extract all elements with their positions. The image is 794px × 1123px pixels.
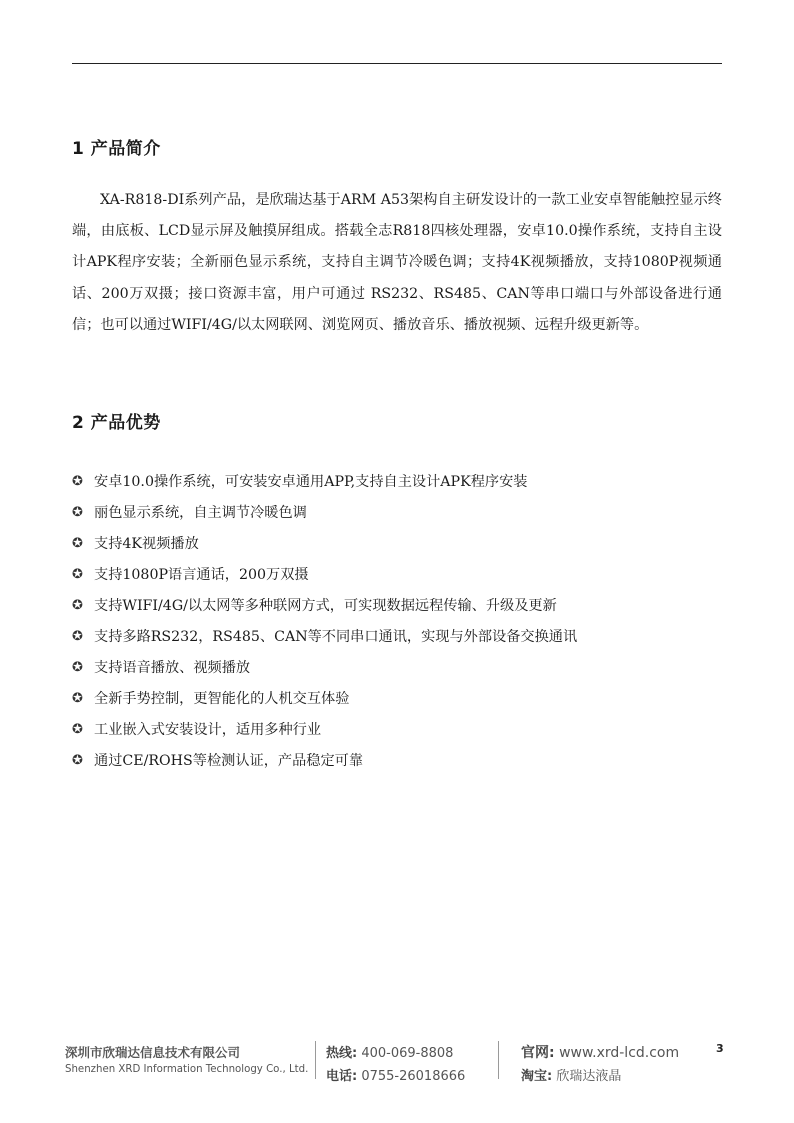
list-item-text: 支持语音播放、视频播放 <box>94 659 251 676</box>
header-rule <box>72 63 722 64</box>
hotline-label: 热线: <box>326 1046 358 1061</box>
company-name-en: Shenzhen XRD Information Technology Co., Ltd. <box>65 1064 309 1075</box>
star-bullet-icon: ✪ <box>72 597 83 613</box>
list-item-text: 通过CE/ROHS等检测认证，产品稳定可靠 <box>94 752 364 769</box>
star-bullet-icon: ✪ <box>72 721 83 737</box>
list-item-text: 支持WIFI/4G/以太网等多种联网方式，可实现数据远程传输、升级及更新 <box>94 597 557 614</box>
intro-paragraph: XA-R818-DI系列产品，是欣瑞达基于ARM A53架构自主研发设计的一款工业安卓智能触控显示终端，由底板、LCD显示屏及触摸屏组成。搭载全志R818四核处理器，安卓10.0操作系统，支持自主设计APK程序安装；全新丽色显示系统，支持自主调节冷暖色调；支持4K视频播放，支持1080P视频通话、200万双摄；接口资源丰富，用户可通过 RS232、RS485、CAN等串口端口与外部设备进行通信；也可以通过WIFI/4G/以太网联网、浏览网页、播放音乐、播放视频、远程升级更新等。 <box>72 192 722 333</box>
star-bullet-icon: ✪ <box>72 504 83 520</box>
star-bullet-icon: ✪ <box>72 690 83 706</box>
section-heading-intro: 1 产品简介 <box>72 139 161 159</box>
phone <box>326 1065 465 1084</box>
star-bullet-icon: ✪ <box>72 628 83 644</box>
list-item-text: 安卓10.0操作系统，可安装安卓通用APP,支持自主设计APK程序安装 <box>94 473 528 490</box>
list-item <box>72 683 722 714</box>
list-item <box>72 745 722 776</box>
hotline <box>326 1042 453 1061</box>
star-bullet-icon: ✪ <box>72 566 83 582</box>
list-item-text: 丽色显示系统，自主调节冷暖色调 <box>94 504 307 521</box>
list-item <box>72 497 722 528</box>
website-url[interactable]: www.xrd-lcd.com <box>559 1045 680 1061</box>
list-item <box>72 590 722 621</box>
footer-divider <box>315 1041 316 1079</box>
star-bullet-icon: ✪ <box>72 535 83 551</box>
list-item <box>72 466 722 497</box>
phone-label: 电话: <box>326 1069 358 1084</box>
list-item-text: 支持多路RS232，RS485、CAN等不同串口通讯，实现与外部设备交换通讯 <box>94 628 578 645</box>
advantages-list <box>72 466 722 776</box>
taobao-shop <box>521 1065 621 1084</box>
company-name-cn: 深圳市欣瑞达信息技术有限公司 <box>65 1045 241 1060</box>
list-item-text: 全新手势控制，更智能化的人机交互体验 <box>94 690 350 707</box>
page-footer <box>0 1038 794 1088</box>
star-bullet-icon: ✪ <box>72 752 83 768</box>
star-bullet-icon: ✪ <box>72 473 83 489</box>
website <box>521 1042 679 1062</box>
website-label: 官网: <box>521 1045 555 1061</box>
section-heading-advantages: 2 产品优势 <box>72 413 161 433</box>
star-bullet-icon: ✪ <box>72 659 83 675</box>
phone-number: 0755-26018666 <box>361 1069 466 1084</box>
list-item-text: 支持4K视频播放 <box>94 535 199 552</box>
hotline-number: 400-069-8808 <box>361 1046 454 1061</box>
taobao-store-name: 欣瑞达液晶 <box>556 1069 622 1084</box>
list-item <box>72 714 722 745</box>
list-item <box>72 652 722 683</box>
footer-divider <box>498 1041 499 1079</box>
taobao-label: 淘宝: <box>521 1069 553 1084</box>
page-number: 3 <box>716 1042 724 1055</box>
list-item <box>72 528 722 559</box>
list-item-text: 工业嵌入式安装设计，适用多种行业 <box>94 721 322 738</box>
list-item <box>72 559 722 590</box>
list-item-text: 支持1080P语言通话，200万双摄 <box>94 566 309 583</box>
list-item <box>72 621 722 652</box>
